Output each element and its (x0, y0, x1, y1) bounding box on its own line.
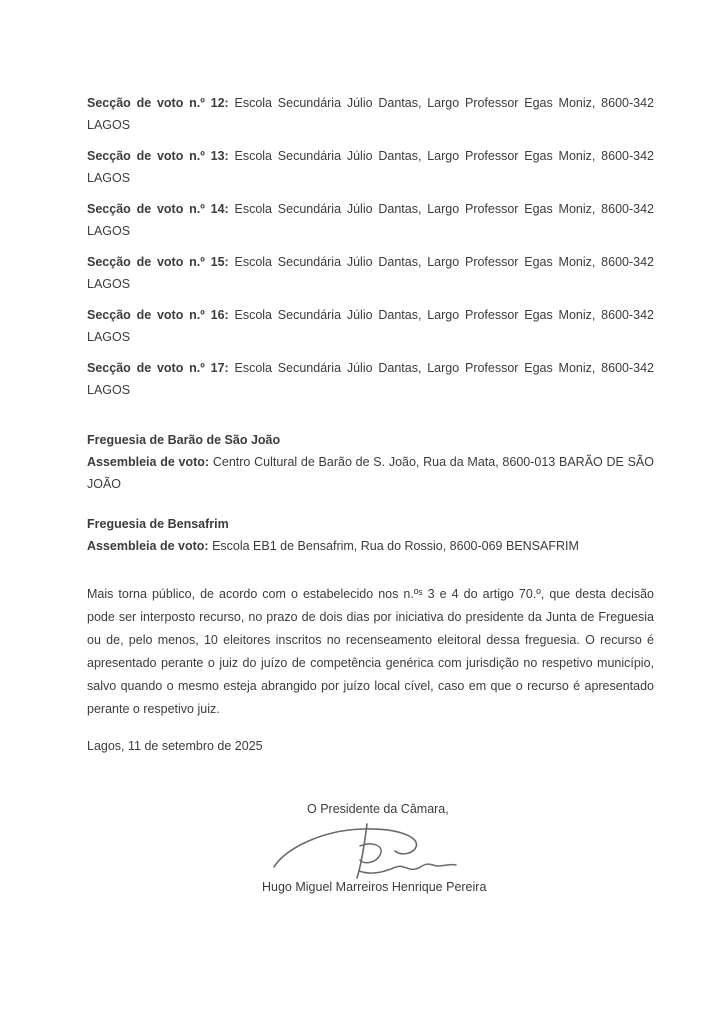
signer-name: Hugo Miguel Marreiros Henrique Pereira (262, 880, 487, 894)
freguesia-title: Freguesia de Bensafrim (87, 517, 229, 531)
voting-section-entry (87, 304, 654, 348)
voting-section-label: Secção de voto n.º 14: (87, 202, 229, 216)
appeal-paragraph: Mais torna público, de acordo com o estabelecido nos n.ºˢ 3 e 4 do artigo 70.º, que desta decisão pode ser interposto recurso, no prazo de dois dias por iniciativa do presidente da Junta de Freguesia ou de, pelo menos, 10 eleitores inscritos no recenseamento eleitoral dessa freguesia. O recurso é apresentado perante o juiz do juízo de competência genérica com jurisdição no respetivo município, salvo quando o mesmo esteja abrangido por juízo local cível, caso em que o recurso é apresentado perante o respetivo juiz. (87, 587, 654, 716)
freguesia-block (87, 513, 654, 557)
voting-section-label: Secção de voto n.º 13: (87, 149, 229, 163)
document-content (87, 92, 654, 898)
assembly-label: Assembleia de voto: (87, 455, 210, 469)
signature-scribble (268, 820, 463, 882)
voting-section-label: Secção de voto n.º 16: (87, 308, 229, 322)
assembly-location: Escola EB1 de Bensafrim, Rua do Rossio, 8600-069 BENSAFRIM (212, 539, 579, 553)
assembly-line (87, 535, 654, 557)
voting-section-location: Escola Secundária Júlio Dantas, Largo Professor Egas Moniz, 8600-342 LAGOS (87, 149, 654, 185)
voting-section-location: Escola Secundária Júlio Dantas, Largo Professor Egas Moniz, 8600-342 LAGOS (87, 96, 654, 132)
voting-section-location: Escola Secundária Júlio Dantas, Largo Professor Egas Moniz, 8600-342 LAGOS (87, 361, 654, 397)
voting-section-entry (87, 251, 654, 295)
voting-section-entry (87, 357, 654, 401)
voting-section-entry (87, 145, 654, 189)
assembly-location: Centro Cultural de Barão de S. João, Rua da Mata, 8600-013 BARÃO DE SÃO JOÃO (87, 455, 654, 491)
assembly-line (87, 451, 654, 495)
signer-role: O Presidente da Câmara, (307, 802, 449, 816)
voting-section-entry (87, 198, 654, 242)
freguesia-block (87, 429, 654, 495)
dateline: Lagos, 11 de setembro de 2025 (87, 739, 263, 753)
voting-section-location: Escola Secundária Júlio Dantas, Largo Professor Egas Moniz, 8600-342 LAGOS (87, 255, 654, 291)
voting-section-label: Secção de voto n.º 12: (87, 96, 229, 110)
voting-section-entry (87, 92, 654, 136)
voting-section-location: Escola Secundária Júlio Dantas, Largo Professor Egas Moniz, 8600-342 LAGOS (87, 202, 654, 238)
freguesia-title: Freguesia de Barão de São João (87, 433, 281, 447)
voting-section-label: Secção de voto n.º 17: (87, 361, 229, 375)
assembly-label: Assembleia de voto: (87, 539, 209, 553)
voting-section-location: Escola Secundária Júlio Dantas, Largo Professor Egas Moniz, 8600-342 LAGOS (87, 308, 654, 344)
voting-section-label: Secção de voto n.º 15: (87, 255, 229, 269)
